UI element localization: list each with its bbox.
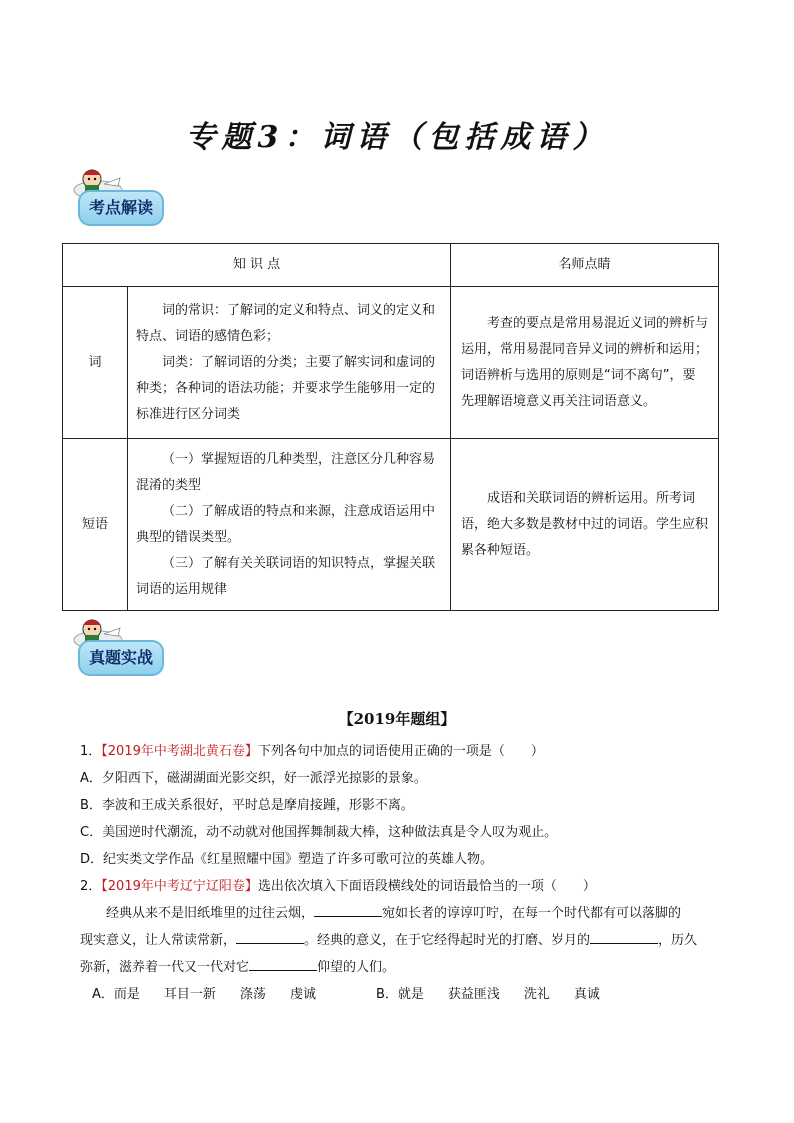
- row-note: [451, 439, 719, 611]
- page-title: 专题3：词语（包括成语）: [185, 120, 609, 155]
- header-knowledge: 知 识 点: [63, 244, 451, 287]
- question-2-options: A．而是 耳目一新 涤荡 虔诚 B．就是 获益匪浅 洗礼 真诚: [92, 987, 600, 1002]
- group-title: 【2019年题组】: [338, 710, 456, 728]
- knowledge-table: [62, 243, 719, 611]
- header-teacher: 名师点睛: [451, 244, 719, 287]
- question-source: 【2019年中考辽宁辽阳卷】: [101, 879, 258, 894]
- row-category: 短语: [63, 439, 128, 611]
- question-1-option-c: C．美国逆时代潮流，动不动就对他国挥舞制裁大棒，这种做法真是令人叹为观止。: [80, 825, 558, 840]
- desc-line: （一）掌握短语的几种类型，注意区分几种容易混淆的类型: [136, 451, 436, 493]
- answer-blank: [236, 931, 304, 944]
- question-2-stem: 2．【2019年中考辽宁辽阳卷】选出依次填入下面语段横线处的词语最恰当的一项（ ）: [80, 879, 596, 894]
- question-1-stem: 1．【2019年中考湖北黄石卷】下列各句中加点的词语使用正确的一项是（ ）: [80, 744, 544, 759]
- question-1-option-a: A．夕阳西下，磁湖湖面光影交织，好一派浮光掠影的景象。: [80, 771, 427, 786]
- desc-line: （二）了解成语的特点和来源，注意成语运用中典型的错误类型。: [136, 503, 436, 545]
- answer-blank: [590, 931, 658, 944]
- badge-label: 真题实战: [78, 640, 164, 676]
- questions: [80, 738, 720, 1008]
- row-desc: [128, 287, 451, 439]
- badge-label: 考点解读: [78, 190, 164, 226]
- row-category: 词: [63, 287, 128, 439]
- note-text: 考查的要点是常用易混近义词的辨析与运用，常用易混同音异义词的辨析和运用；词语辨析与选用的原则是“词不离句”，要先理解语境意义再关注词语意义。: [461, 315, 709, 409]
- answer-blank: [314, 904, 382, 917]
- desc-line: （三）了解有关关联词语的知识特点，掌握关联词语的运用规律: [136, 555, 436, 597]
- passage-line-2: 现实意义，让人常读常新， 。经典的意义，在于它经得起时光的打磨、岁月的 ，历久: [80, 933, 698, 948]
- note-text: 成语和关联词语的辨析运用。所考词语，绝大多数是教材中过的词语。学生应积累各种短语。: [461, 490, 709, 558]
- question-1-option-d: D．纪实类文学作品《红星照耀中国》塑造了许多可歌可泣的英雄人物。: [80, 852, 494, 867]
- answer-blank: [249, 958, 317, 971]
- passage-line-3: 弥新，滋养着一代又一代对它 仰望的人们。: [80, 960, 396, 975]
- passage-line-1: 经典从来不是旧纸堆里的过往云烟， 宛如长者的谆谆叮咛，在每一个时代都有可以落脚的: [106, 906, 682, 921]
- desc-line: 词的常识：了解词的定义和特点、词义的定义和特点、词语的感情色彩；: [136, 302, 436, 344]
- desc-line: 词类：了解词语的分类；主要了解实词和虚词的种类；各种词的语法功能；并要求学生能够用一定的标准进行区分词类: [136, 354, 436, 422]
- row-note: [451, 287, 719, 439]
- question-source: 【2019年中考湖北黄石卷】: [101, 744, 258, 759]
- question-1-option-b: B．李波和王成关系很好，平时总是摩肩接踵，形影不离。: [80, 798, 414, 813]
- row-desc: [128, 439, 451, 611]
